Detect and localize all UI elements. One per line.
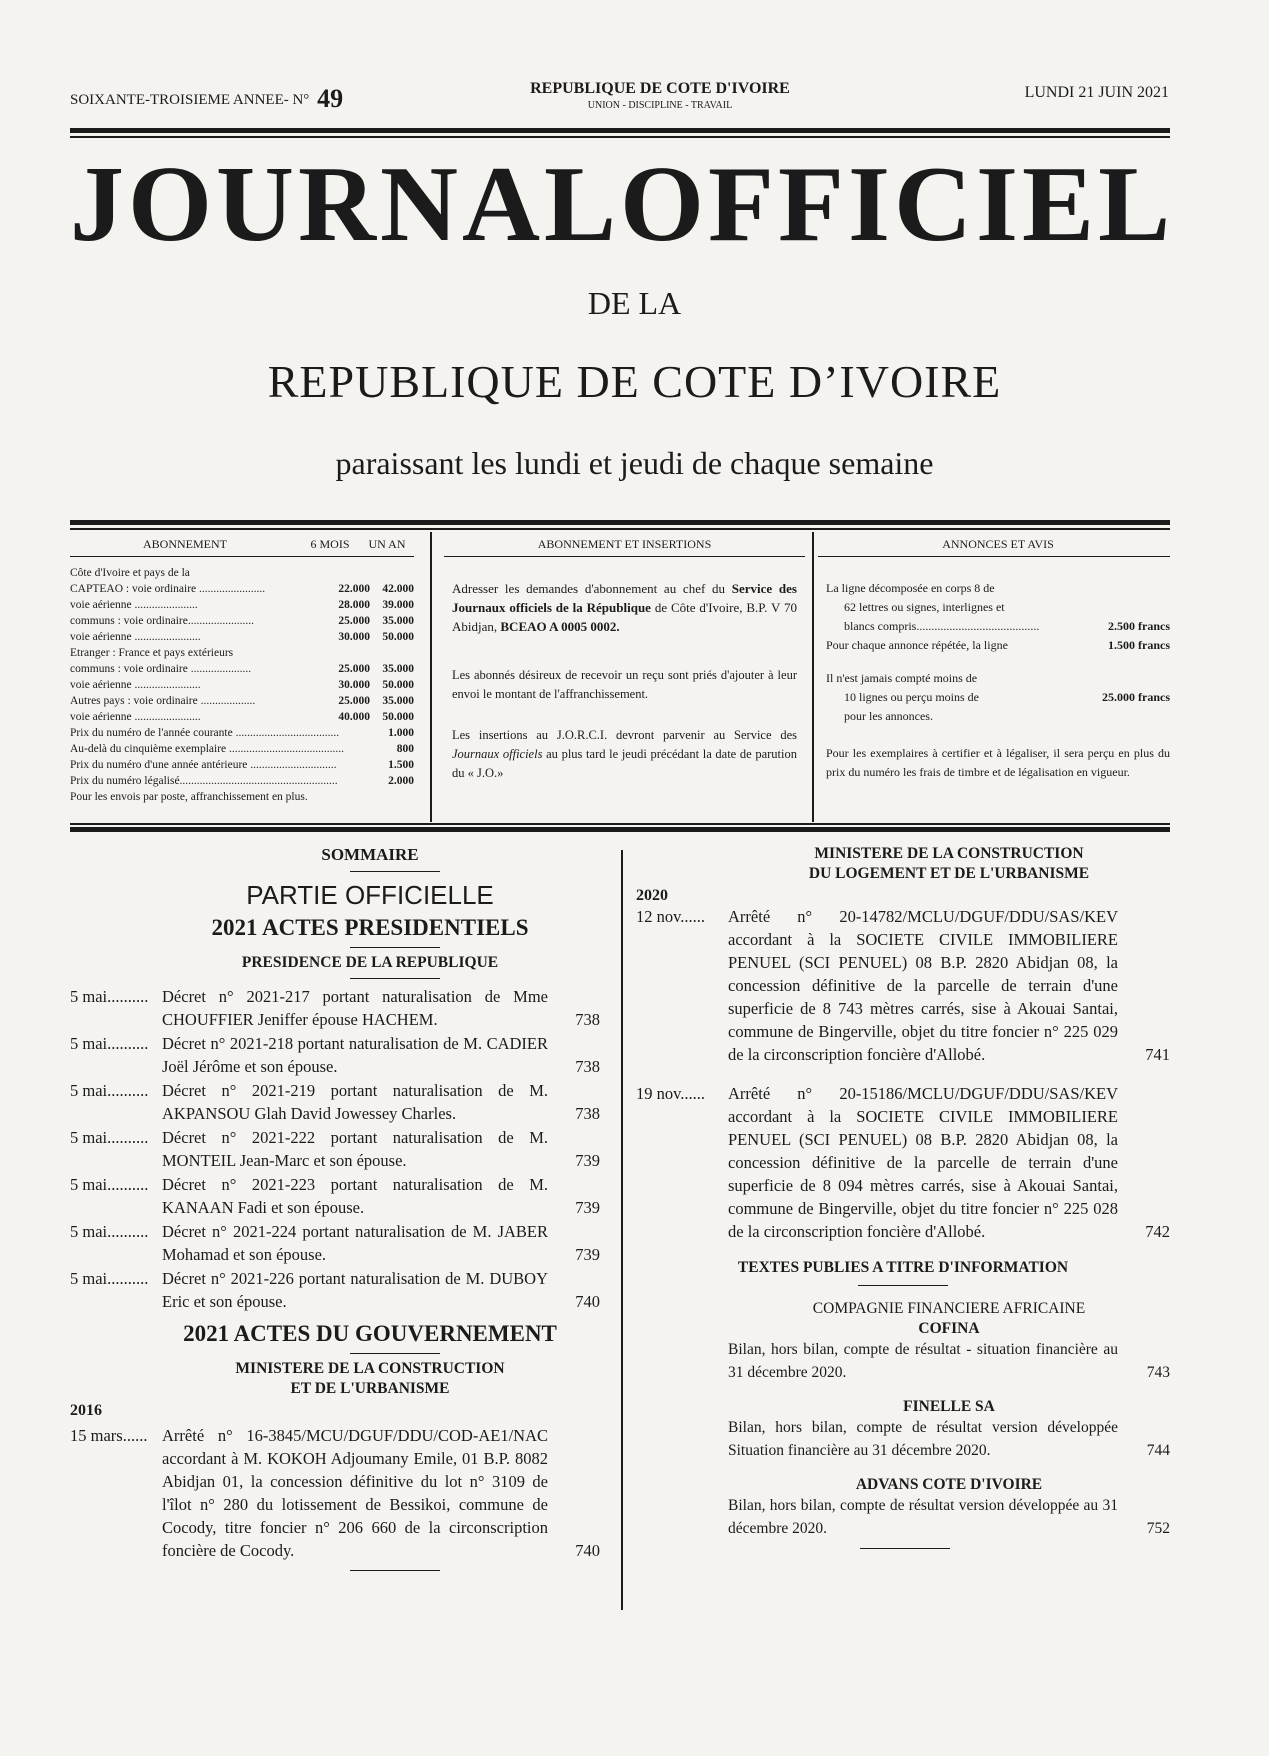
subscription-rows xyxy=(70,565,414,725)
annonces-header-rule xyxy=(818,556,1170,557)
subscription-row-6-months: 25.000 xyxy=(338,615,370,627)
insertions-para-2: Les abonnés désireux de recevoir un reçu sont priés d'ajouter à leur envoi le montant de l'affranchissement. xyxy=(452,668,797,701)
frequency-line: paraissant les lundi et jeudi de chaque semaine xyxy=(335,445,934,481)
subscription-row xyxy=(70,565,414,581)
motto: UNION - DISCIPLINE - TRAVAIL xyxy=(587,100,733,111)
subscription-row-1-year: 50.000 xyxy=(382,631,414,643)
subscription-row-label: Etranger : France et pays extérieurs xyxy=(70,647,234,659)
subscription-row xyxy=(70,677,414,693)
presidence-rule xyxy=(350,978,440,979)
republic-name: REPUBLIQUE DE COTE D'IVOIRE xyxy=(530,80,790,97)
price-row xyxy=(70,741,414,757)
insertions-deadline-text: Les insertions au J.O.R.C.I. devront parvenir au Service des xyxy=(452,728,797,742)
year-2016: 2016 xyxy=(70,1402,102,1419)
textes-publies-title: TEXTES PUBLIES A TITRE D'INFORMATION xyxy=(737,1259,1069,1276)
subscription-header-rule xyxy=(70,556,414,557)
arrete-2016-text: Arrêté n° 16-3845/MCU/DGUF/DDU/COD-AE1/NAC accordant à M. KOKOH Adjoumany Emile, 01 B.P. 8082 Abidjan 01, la concession définitive du lot n° 3109 de l'îlot n° 280 du lotissement de Bessikoi, commune de Cocody, titre foncier n° 206 660 de la circonscription foncière de Cocody. xyxy=(162,1426,548,1560)
actes-gouvernement: 2021 ACTES DU GOUVERNEMENT xyxy=(183,1321,557,1346)
insertions-para-1 xyxy=(452,579,797,636)
subscription-row-label: Autres pays : voie ordinaire ................... xyxy=(70,695,256,707)
subscription-row-6-months: 25.000 xyxy=(338,663,370,675)
annonces-para-last: Pour les exemplaires à certifier et à légaliser, il sera perçu en plus du prix du numéro les frais de timbre et de légalisation en vigueur. xyxy=(826,746,1170,779)
arrete-entry xyxy=(636,905,1170,1066)
decret-text: Décret n° 2021-223 portant naturalisation de M. KANAAN Fadi et son épouse. xyxy=(162,1175,548,1217)
annonces-line-2: 62 lettres ou signes, interlignes et xyxy=(844,600,1005,614)
decret-text: Décret n° 2021-222 portant naturalisation de M. MONTEIL Jean-Marc et son épouse. xyxy=(162,1128,548,1170)
de-la: DE LA xyxy=(587,285,682,321)
insertions-para-3 xyxy=(452,726,797,783)
decret-page: 739 xyxy=(575,1245,600,1264)
subscription-row-6-months: 28.000 xyxy=(338,599,370,611)
subscription-row-1-year xyxy=(370,645,414,661)
decret-page: 738 xyxy=(575,1104,600,1123)
subscription-row-1-year: 42.000 xyxy=(382,583,414,595)
subscription-row-1-year: 35.000 xyxy=(382,663,414,675)
subscription-box xyxy=(70,532,414,805)
insertions-address: de Côte d'Ivoire, B.P. V 70 Abidjan, xyxy=(452,600,797,634)
cofina-text: Bilan, hors bilan, compte de résultat - situation financière au 31 décembre 2020. xyxy=(728,1341,1118,1381)
col-1-year: UN AN xyxy=(368,537,406,551)
subscription-row-label: voie aérienne ....................... xyxy=(70,631,201,643)
republic-header xyxy=(505,80,815,111)
partie-officielle: PARTIE OFFICIELLE xyxy=(246,880,494,910)
price-line: 2.500 francs xyxy=(1108,619,1170,633)
subscription-row-1-year: 35.000 xyxy=(382,695,414,707)
arrete-text: Arrêté n° 20-14782/MCLU/DGUF/DDU/SAS/KEV accordant à la SOCIETE CIVILE IMMOBILIERE PENUEL (SCI PENUEL) 08 B.P. 2820 Abidjan 08, la concession définitive de la parcelle de terrain d'une superficie de 8 743 mètres carrés, sise à Akouai Santai, commune de Bingerville, objet du titre foncier n° 225 029 de la circonscription foncière d'Allobé. xyxy=(728,907,1118,1064)
subscription-row-6-months xyxy=(326,565,370,581)
decret-entry xyxy=(70,1173,600,1219)
actes-gouv-rule xyxy=(350,1353,440,1354)
subscription-row xyxy=(70,661,414,677)
info-rule-bottom-thin xyxy=(70,823,1170,825)
decret-date: 5 mai.......... xyxy=(70,1081,149,1100)
insertions-header: ABONNEMENT ET INSERTIONS xyxy=(537,537,712,551)
subscription-row xyxy=(70,629,414,645)
insertions-box xyxy=(452,532,797,783)
decret-entry xyxy=(70,1032,600,1078)
arrete-2016-page: 740 xyxy=(575,1541,600,1560)
annonces-header: ANNONCES ET AVIS xyxy=(942,537,1054,551)
actes-pres-rule xyxy=(350,947,440,948)
title-word-1: JOURNAL xyxy=(70,145,621,264)
arrete-2016-rule xyxy=(350,1570,440,1571)
arrete-2016 xyxy=(70,1424,600,1562)
decret-page: 738 xyxy=(575,1057,600,1076)
advans-text: Bilan, hors bilan, compte de résultat version développée au 31 décembre 2020. xyxy=(728,1497,1118,1537)
col-6-months: 6 MOIS xyxy=(310,537,350,551)
subscription-row-6-months: 40.000 xyxy=(338,711,370,723)
price-minimum: 25.000 francs xyxy=(1102,690,1170,704)
finelle-page: 744 xyxy=(1146,1442,1170,1459)
ministere-logement-title: MINISTERE DE LA CONSTRUCTION xyxy=(814,845,1084,862)
issue-date: LUNDI 21 JUIN 2021 xyxy=(1024,84,1169,101)
price-repeat: 1.500 francs xyxy=(1108,638,1170,652)
decret-page: 740 xyxy=(575,1292,600,1311)
subscription-row-label: voie aérienne ....................... xyxy=(70,711,201,723)
advans-entry xyxy=(728,1494,1170,1540)
decret-text: Décret n° 2021-219 portant naturalisation de M. AKPANSOU Glah David Jowessey Charles. xyxy=(162,1081,548,1123)
end-rule xyxy=(860,1548,950,1549)
price-row-label: Prix du numéro légalisé....................................................... xyxy=(70,775,338,787)
decret-entry xyxy=(70,1126,600,1172)
service-name: Service des Journaux officiels de la République xyxy=(452,581,797,615)
subscription-footer: Pour les envois par poste, affranchissement en plus. xyxy=(70,791,308,803)
annonces-line-5: Il n'est jamais compté moins de xyxy=(826,671,978,685)
top-rule xyxy=(70,128,1170,133)
annonces-box xyxy=(826,532,1170,782)
cofina-entry xyxy=(728,1338,1170,1384)
subscription-row xyxy=(70,645,414,661)
ministere-construction-title: MINISTERE DE LA CONSTRUCTION xyxy=(235,1360,505,1377)
price-row xyxy=(70,757,414,773)
decret-text: Décret n° 2021-226 portant naturalisation de M. DUBOY Eric et son épouse. xyxy=(162,1269,548,1311)
price-row-value: 1.500 xyxy=(388,759,414,771)
subscription-row xyxy=(70,709,414,725)
decret-date: 5 mai.......... xyxy=(70,1128,149,1147)
arretes-list xyxy=(636,905,1170,1243)
subscription-row-6-months: 30.000 xyxy=(338,631,370,643)
decret-date: 5 mai.......... xyxy=(70,1269,149,1288)
decret-text: Décret n° 2021-218 portant naturalisation de M. CADIER Joël Jérôme et son épouse. xyxy=(162,1034,548,1076)
decret-date: 5 mai.......... xyxy=(70,1175,149,1194)
subscription-row xyxy=(70,581,414,597)
year-2020: 2020 xyxy=(636,887,668,904)
subscription-row-label: voie aérienne ...................... xyxy=(70,599,198,611)
ministere-logement-title-2: DU LOGEMENT ET DE L'URBANISME xyxy=(808,865,1090,882)
price-row-label: Au-delà du cinquième exemplaire ........................................ xyxy=(70,743,345,755)
arrete-date: 12 nov...... xyxy=(636,907,706,926)
textes-rule xyxy=(858,1285,948,1286)
insertions-deadline-end: au plus tard le jeudi précédant la date de parution du « J.O.» xyxy=(452,747,797,780)
arrete-entry xyxy=(636,1082,1170,1243)
annonces-line-6: 10 lignes ou perçu moins de xyxy=(844,690,979,704)
price-row-value: 800 xyxy=(396,743,414,755)
actes-presidentiels: 2021 ACTES PRESIDENTIELS xyxy=(211,915,529,940)
cofina-title-1: COMPAGNIE FINANCIERE AFRICAINE xyxy=(812,1300,1086,1317)
subscription-row-6-months: 25.000 xyxy=(338,695,370,707)
journal-title xyxy=(70,145,1175,264)
subscription-row xyxy=(70,613,414,629)
decret-page: 739 xyxy=(575,1198,600,1217)
finelle-entry xyxy=(728,1416,1170,1462)
top-rule-thin xyxy=(70,136,1170,138)
bceao-account: BCEAO A 0005 0002. xyxy=(500,619,620,634)
subscription-row-1-year: 50.000 xyxy=(382,679,414,691)
annonces-row-2 xyxy=(826,636,1170,655)
price-row-value: 2.000 xyxy=(388,775,414,787)
subscription-row xyxy=(70,597,414,613)
annonces-line-1: La ligne décomposée en corps 8 de xyxy=(826,581,995,595)
price-row-label: Prix du numéro de l'année courante .................................... xyxy=(70,727,340,739)
finelle-text: Bilan, hors bilan, compte de résultat version développée Situation financière au 31 décembre 2020. xyxy=(728,1419,1118,1459)
right-column xyxy=(636,845,1170,1549)
issue-label: SOIXANTE-TROISIEME ANNEE- N° xyxy=(70,92,310,108)
decret-text: Décret n° 2021-224 portant naturalisation de M. JABER Mohamad et son épouse. xyxy=(162,1222,548,1264)
insertions-text: Adresser les demandes d'abonnement au chef du xyxy=(452,581,732,596)
column-divider xyxy=(621,850,623,1610)
subscription-header xyxy=(70,532,414,556)
subscription-row-6-months xyxy=(326,645,370,661)
info-rule-bottom xyxy=(70,827,1170,832)
annonces-line-4: Pour chaque annonce répétée, la ligne xyxy=(826,638,1008,652)
decret-entry xyxy=(70,1267,600,1313)
insertions-header-rule xyxy=(444,556,805,557)
arrete-text: Arrêté n° 20-15186/MCLU/DGUF/DDU/SAS/KEV accordant à la SOCIETE CIVILE IMMOBILIERE PENUEL (SCI PENUEL) 08 B.P. 2820 Abidjan 08, la concession définitive de la parcelle de terrain d'une superficie de 8 094 mètres carrés, sise à Akouai Santai, commune de Bingerville, objet du titre foncier n° 225 028 de la circonscription foncière d'Allobé. xyxy=(728,1084,1118,1241)
annonces-row-3 xyxy=(826,688,1170,707)
country-title: REPUBLIQUE DE COTE D’IVOIRE xyxy=(267,356,1002,407)
arrete-page: 741 xyxy=(1145,1045,1170,1064)
subscription-row-label: communs : voie ordinaire ..................... xyxy=(70,663,252,675)
subscription-row-1-year: 35.000 xyxy=(382,615,414,627)
arrete-date: 19 nov...... xyxy=(636,1084,706,1103)
decret-text: Décret n° 2021-217 portant naturalisation de Mme CHOUFFIER Jeniffer épouse HACHEM. xyxy=(162,987,548,1029)
decret-entry xyxy=(70,1079,600,1125)
subscription-row-1-year: 50.000 xyxy=(382,711,414,723)
subscription-row-6-months: 22.000 xyxy=(338,583,370,595)
decret-date: 5 mai.......... xyxy=(70,987,149,1006)
decrets-list xyxy=(70,985,600,1313)
annonces-line-3: blancs compris......................................... xyxy=(844,619,1040,633)
subscription-row-label: communs : voie ordinaire....................... xyxy=(70,615,254,627)
advans-title: ADVANS COTE D'IVOIRE xyxy=(855,1476,1043,1493)
sommaire-rule xyxy=(350,871,440,872)
subscription-row-1-year: 39.000 xyxy=(382,599,414,611)
presidence-title: PRESIDENCE DE LA REPUBLIQUE xyxy=(241,954,499,971)
masthead xyxy=(70,145,1175,264)
decret-entry xyxy=(70,985,600,1031)
advans-page: 752 xyxy=(1146,1520,1170,1537)
sommaire-title: SOMMAIRE xyxy=(321,845,419,864)
info-divider-2 xyxy=(812,532,814,822)
title-word-2: OFFICIEL xyxy=(620,145,1175,264)
price-row-value: 1.000 xyxy=(388,727,414,739)
info-divider-1 xyxy=(430,532,432,822)
cofina-page: 743 xyxy=(1146,1364,1170,1381)
info-rule-top-thin xyxy=(70,528,1170,530)
price-row xyxy=(70,773,414,789)
subscription-title: ABONNEMENT xyxy=(143,537,227,551)
finelle-title: FINELLE SA xyxy=(903,1398,995,1415)
arrete-page: 742 xyxy=(1145,1222,1170,1241)
price-row-label: Prix du numéro d'une année antérieure .............................. xyxy=(70,759,337,771)
subscription-row-label: CAPTEAO : voie ordinaire ....................... xyxy=(70,583,266,595)
subscription-row-label: Côte d'Ivoire et pays de la xyxy=(70,567,190,579)
cofina-title-2: COFINA xyxy=(918,1320,980,1337)
journaux-officiels: Journaux officiels xyxy=(452,747,543,761)
decret-date: 5 mai.......... xyxy=(70,1222,149,1241)
subscription-row-6-months: 30.000 xyxy=(338,679,370,691)
decret-date: 5 mai.......... xyxy=(70,1034,149,1053)
sommaire-column xyxy=(70,845,600,1571)
info-rule-top xyxy=(70,520,1170,525)
price-rows xyxy=(70,725,414,789)
ministere-urbanisme-title: ET DE L'URBANISME xyxy=(290,1380,450,1397)
subscription-row-1-year xyxy=(370,565,414,581)
issue-number: 49 xyxy=(317,84,344,113)
decret-page: 738 xyxy=(575,1010,600,1029)
decret-page: 739 xyxy=(575,1151,600,1170)
arrete-2016-date: 15 mars...... xyxy=(70,1426,148,1445)
subscription-row-label: voie aérienne ....................... xyxy=(70,679,201,691)
decret-entry xyxy=(70,1220,600,1266)
subscription-row xyxy=(70,693,414,709)
price-row xyxy=(70,725,414,741)
annonces-line-7: pour les annonces. xyxy=(844,709,933,723)
annonces-row-1 xyxy=(826,617,1170,636)
issue-line xyxy=(70,84,343,114)
